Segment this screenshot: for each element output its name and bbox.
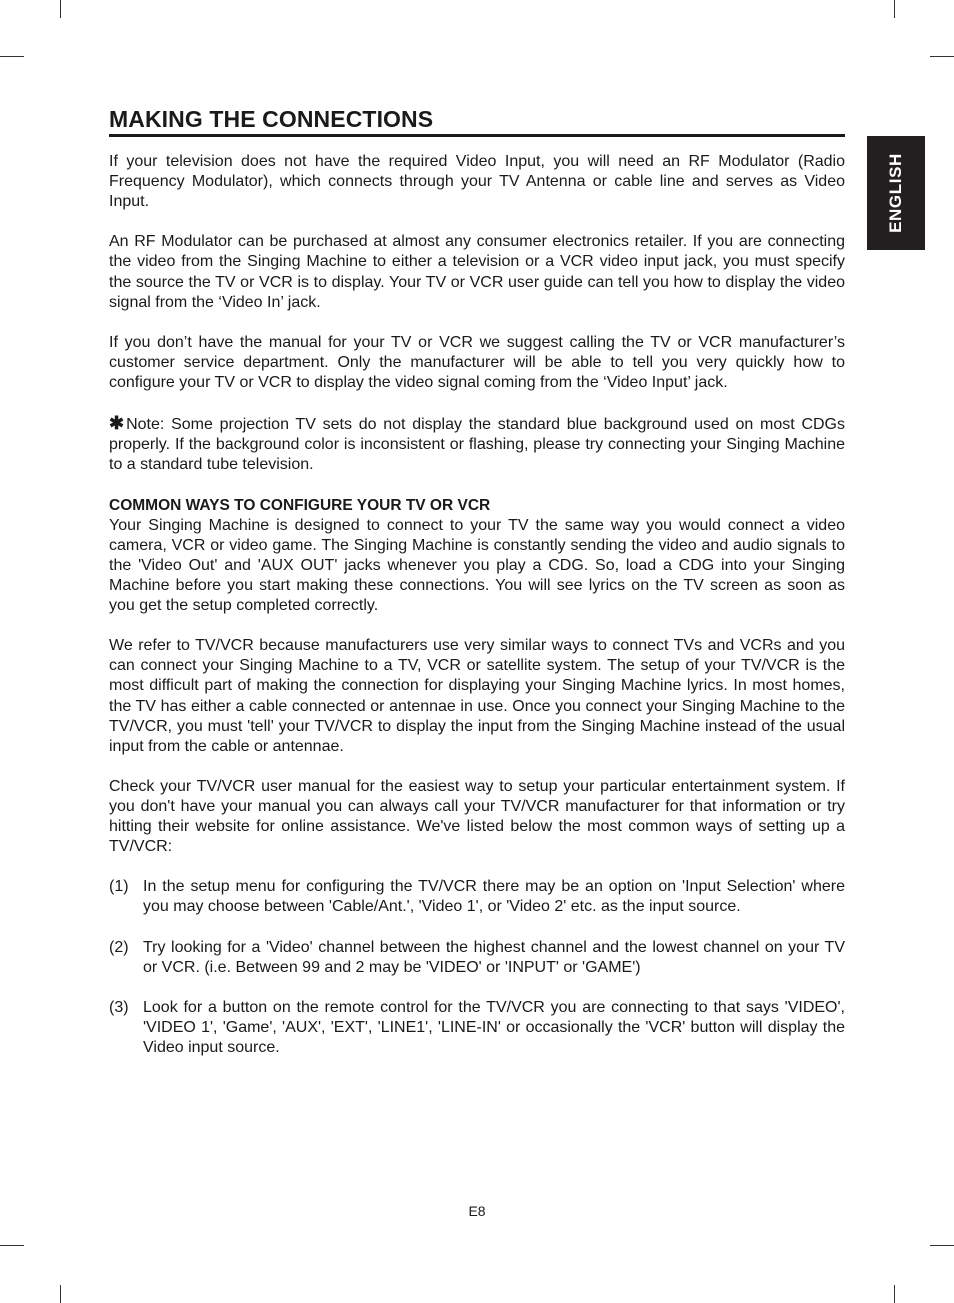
title-underline bbox=[109, 134, 845, 137]
crop-mark-bottom-right-horizontal bbox=[930, 1245, 954, 1246]
list-item-number: (2) bbox=[109, 938, 129, 956]
list-item bbox=[109, 998, 845, 1058]
section-paragraph-1: Your Singing Machine is designed to connect to your TV the same way you would connect a video camera, VCR or video game. The Singing Machine is constantly sending the video and audio signals to the 'Video Out' and 'AUX OUT' jacks whenever you play a CDG. So, load a CDG into your Singing Machine before you start making these connections. You will see lyrics on the TV screen as soon as you get the setup completed correctly. bbox=[109, 516, 845, 615]
crop-mark-top-left-horizontal bbox=[0, 56, 24, 57]
list-item-number: (1) bbox=[109, 878, 129, 896]
note-text: Note: Some projection TV sets do not display the standard blue background used on most CDGs properly. If the background color is inconsistent or flashing, please try connecting your Singing Machine to a standard tube television. bbox=[109, 416, 845, 474]
language-tab bbox=[867, 136, 925, 250]
crop-mark-top-right-vertical bbox=[894, 0, 895, 18]
section-paragraph-2: We refer to TV/VCR because manufacturers use very similar ways to connect TVs and VCRs and you can connect your Singing Machine to a TV, VCR or satellite system. The setup of your TV/VCR is the most difficult part of making the connection for displaying your Singing Machine lyrics. In most homes, the TV has either a cable connected or antennae in use. Once you connect your Singing Machine to the TV/VCR, you must 'tell' your TV/VCR to display the input from the Singing Machine instead of the usual input from the cable or antennae. bbox=[109, 637, 845, 755]
main-content bbox=[109, 152, 845, 1078]
crop-mark-bottom-left-horizontal bbox=[0, 1245, 24, 1246]
list-item-text: Look for a button on the remote control for the TV/VCR you are connecting to that says 'VIDEO', 'VIDEO 1', 'Game', 'AUX', 'EXT', 'LINE1', 'LINE-IN' or occasionally the 'VCR' button will display the Video input source. bbox=[143, 998, 845, 1057]
note-paragraph bbox=[109, 413, 845, 475]
intro-paragraph-1: If your television does not have the required Video Input, you will need an RF Modulator (Radio Frequency Modulator), which connects through your TV Antenna or cable line and serves as Video Input. bbox=[109, 153, 845, 211]
intro-paragraph-2: An RF Modulator can be purchased at almost any consumer electronics retailer. If you are connecting the video from the Singing Machine to either a television or a VCR video input jack, you must specify the source the TV or VCR is to display. Your TV or VCR user guide can tell you how to display the video signal from the ‘Video In’ jack. bbox=[109, 233, 845, 311]
list-item bbox=[109, 877, 845, 917]
list-item-text: In the setup menu for configuring the TV/VCR there may be an option on 'Input Selection' where you may choose between 'Cable/Ant.', 'Video 1', or 'Video 2' etc. as the input source. bbox=[143, 878, 845, 916]
crop-mark-bottom-left-vertical bbox=[60, 1285, 61, 1303]
section-heading-container bbox=[109, 496, 845, 516]
language-tab-label: ENGLISH bbox=[886, 153, 905, 233]
list-item-number: (3) bbox=[109, 998, 129, 1016]
list-item-text: Try looking for a 'Video' channel between the highest channel and the lowest channel on your TV or VCR. (i.e. Between 99 and 2 may be 'VIDEO' or 'INPUT' or 'GAME') bbox=[143, 938, 845, 976]
asterisk-icon: ✱ bbox=[109, 413, 125, 434]
list-item bbox=[109, 938, 845, 978]
page-number: E8 bbox=[468, 1203, 486, 1219]
intro-paragraph-3: If you don’t have the manual for your TV or VCR we suggest calling the TV or VCR manufacturer’s customer service department. Only the manufacturer will be able to tell you very quickly how to configure your TV or VCR to display the video signal coming from the ‘Video Input’ jack. bbox=[109, 333, 845, 392]
crop-mark-bottom-right-vertical bbox=[894, 1285, 895, 1303]
crop-mark-top-left-vertical bbox=[60, 0, 61, 18]
page-title: MAKING THE CONNECTIONS bbox=[109, 106, 434, 132]
section-paragraph-3: Check your TV/VCR user manual for the easiest way to setup your particular entertainment system. If you don't have your manual you can always call your TV/VCR manufacturer for that information or try hitting their website for online assistance. We've listed below the most common ways of setting up a TV/VCR: bbox=[109, 777, 845, 856]
crop-mark-top-right-horizontal bbox=[930, 56, 954, 57]
section-heading: COMMON WAYS TO CONFIGURE YOUR TV OR VCR bbox=[109, 496, 491, 514]
